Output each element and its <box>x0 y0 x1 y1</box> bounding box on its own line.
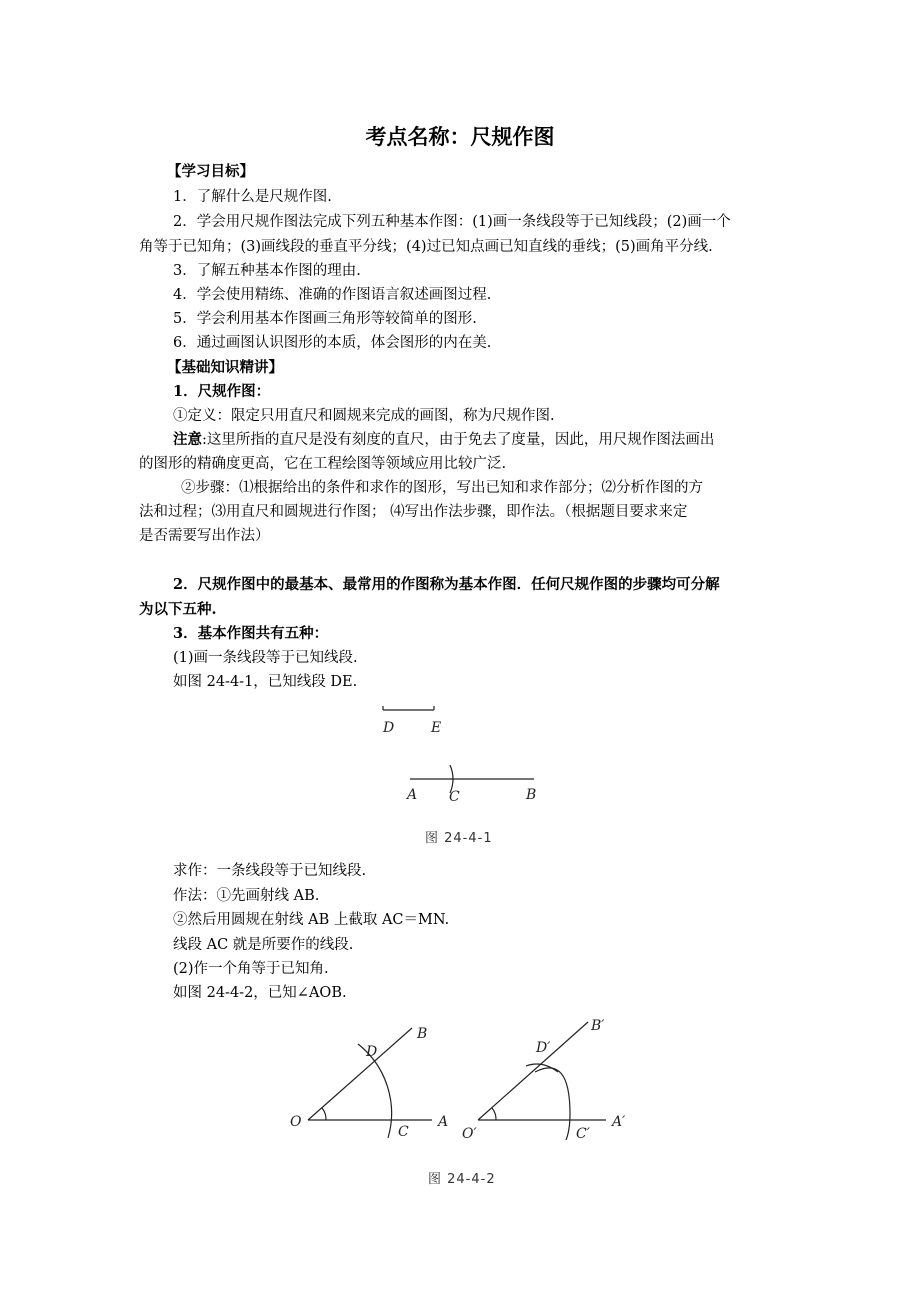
goal-item: 6．通过画图认识图形的本质，体会图形的内在美. <box>173 335 492 351</box>
label-b: B <box>417 1026 428 1042</box>
section3-title: 3．基本作图共有五种： <box>173 625 329 642</box>
figure1-caption: 图 24-4-1 <box>425 831 493 846</box>
knowledge-heading: 【基础知识精讲】 <box>167 359 283 376</box>
item1-method-1: 作法：①先画射线 AB. <box>173 888 320 904</box>
label-e: E <box>431 720 442 736</box>
note-text: :这里所指的直尺是没有刻度的直尺，由于免去了度量，因此，用尺规作图法画出 <box>202 432 715 448</box>
goal-item: 5．学会利用基本作图画三角形等较简单的图形. <box>173 311 477 327</box>
steps-line-1: ②步骤：⑴根据给出的条件和求作的图形，写出已知和求作部分；⑵分析作图的方 <box>181 480 703 496</box>
goal-item: 1．了解什么是尺规作图. <box>173 189 332 205</box>
figure-24-4-1 <box>370 695 570 810</box>
label-c: C <box>449 789 460 805</box>
label-b: B <box>526 787 537 803</box>
item2-title: (2)作一个角等于已知角. <box>173 961 329 977</box>
item1-require: 求作：一条线段等于已知线段. <box>173 863 367 879</box>
item2-given: 如图 24-4-2，已知∠AOB. <box>173 985 347 1001</box>
label-c-prime: C′ <box>576 1126 590 1142</box>
goal-item: 4．学会使用精练、准确的作图语言叙述画图过程. <box>173 287 492 303</box>
item1-title: (1)画一条线段等于已知线段. <box>173 650 358 666</box>
label-a: A <box>438 1114 449 1130</box>
goals-heading: 【学习目标】 <box>167 163 254 180</box>
item1-given: 如图 24-4-1，已知线段 DE. <box>173 674 358 690</box>
note-line-2: 的图形的精确度更高，它在工程绘图等领域应用比较广泛. <box>139 456 507 472</box>
angle-mark-2 <box>492 1108 496 1120</box>
note-label: 注意 <box>173 431 202 448</box>
note-line <box>173 428 714 452</box>
label-d: D <box>366 1044 378 1060</box>
label-d: D <box>383 720 395 736</box>
definition: ①定义：限定只用直尺和圆规来完成的画图，称为尺规作图. <box>173 408 555 424</box>
item1-result: 线段 AC 就是所要作的线段. <box>173 937 354 953</box>
ray-ob <box>308 1028 412 1120</box>
figure2-caption: 图 24-4-2 <box>428 1172 496 1187</box>
steps-line-3: 是否需要写出作法） <box>139 528 270 544</box>
angle-mark <box>322 1108 326 1120</box>
steps-line-2: 法和过程；⑶用直尺和圆规进行作图； ⑷写出作法步骤，即作法。（根据题目要求来定 <box>139 504 688 520</box>
label-o-prime: O′ <box>462 1126 477 1142</box>
section2-line-2: 为以下五种. <box>139 601 217 618</box>
label-c: C <box>398 1124 409 1140</box>
goal-item: 角等于已知角；(3)画线段的垂直平分线；(4)过已知点画已知直线的垂线；(5)画角平分线. <box>139 239 713 255</box>
goal-item: 3．了解五种基本作图的理由. <box>173 263 361 279</box>
label-a-prime: A′ <box>612 1114 626 1130</box>
section1-title: 1．尺规作图： <box>173 383 271 400</box>
arc-d2c2 <box>535 1068 570 1140</box>
label-a: A <box>407 787 418 803</box>
page-title: 考点名称：尺规作图 <box>365 124 555 149</box>
label-o: O <box>290 1114 302 1130</box>
item1-method-2: ②然后用圆规在射线 AB 上截取 AC＝MN. <box>173 912 450 928</box>
goal-item: 2．学会用尺规作图法完成下列五种基本作图：(1)画一条线段等于已知线段；(2)画一个 <box>173 214 731 230</box>
ray-o2b2 <box>478 1022 588 1120</box>
label-b-prime: B′ <box>591 1018 605 1034</box>
figure-24-4-2 <box>280 1010 640 1150</box>
label-d-prime: D′ <box>536 1040 551 1056</box>
section2-line-1: 2．尺规作图中的最基本、最常用的作图称为基本作图．任何尺规作图的步骤均可分解 <box>173 576 720 593</box>
